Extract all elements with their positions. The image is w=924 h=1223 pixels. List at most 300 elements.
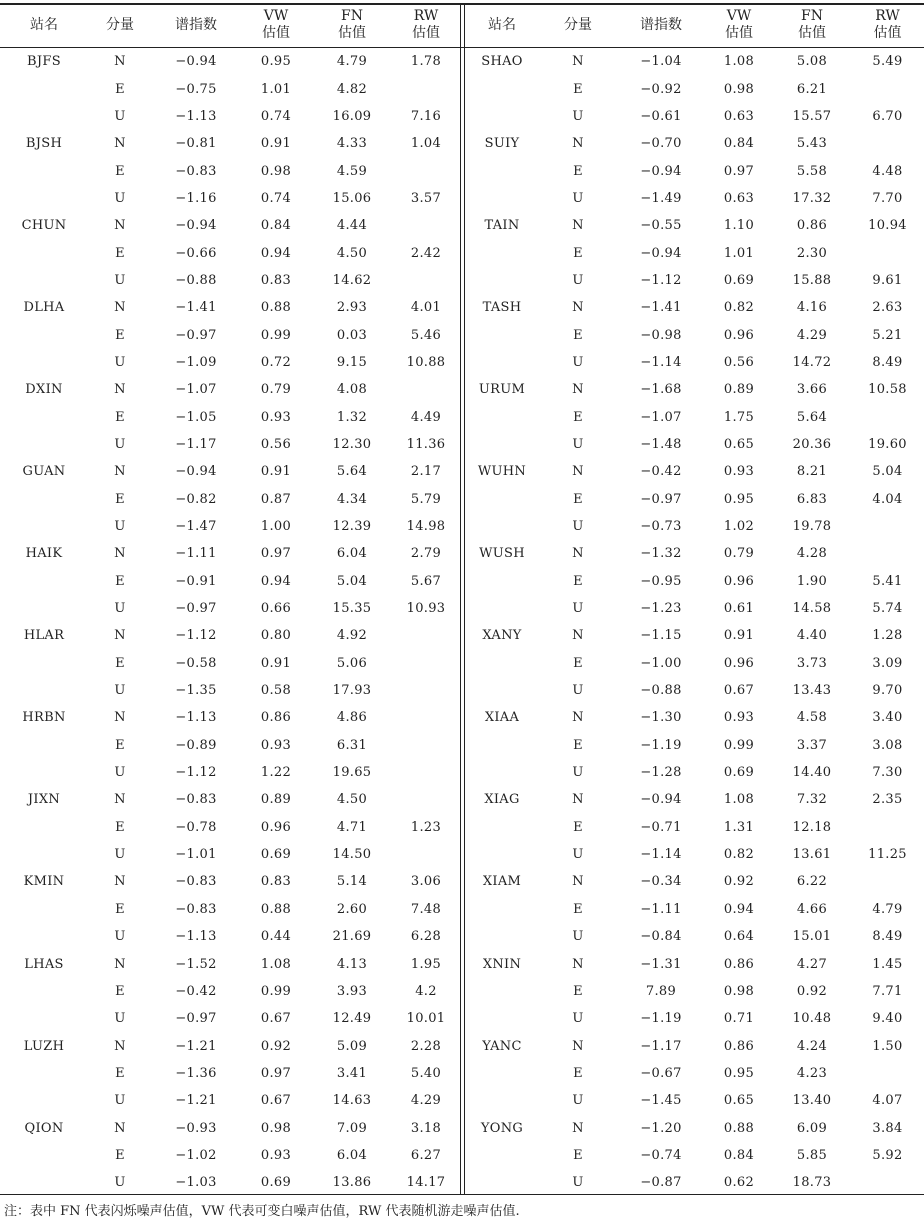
component-cell: E xyxy=(573,245,583,261)
spectral-index-cell: −1.21 xyxy=(175,1038,217,1054)
component-cell: E xyxy=(573,491,583,507)
component-cell: N xyxy=(572,136,584,152)
component-cell: U xyxy=(572,354,584,370)
vw-estimate-cell: 0.88 xyxy=(260,901,292,917)
rw-estimate-cell: 9.61 xyxy=(872,272,903,288)
spectral-index-cell: −0.87 xyxy=(640,1175,682,1191)
station-cell: XIAG xyxy=(484,792,520,808)
vw-estimate-cell: 0.89 xyxy=(260,792,292,808)
rw-estimate-cell: 1.50 xyxy=(872,1038,903,1054)
header-station xyxy=(0,17,88,34)
spectral-index-cell: −1.68 xyxy=(640,382,682,398)
vw-estimate-cell: 1.22 xyxy=(260,765,292,781)
rw-estimate-cell: 5.21 xyxy=(872,327,903,343)
rw-estimate-cell: 5.49 xyxy=(872,54,903,70)
vw-estimate-cell: 0.89 xyxy=(723,382,755,398)
spectral-index-cell: −0.75 xyxy=(175,81,217,97)
vw-estimate-cell: 0.94 xyxy=(260,245,292,261)
vw-estimate-cell: 0.86 xyxy=(723,1038,755,1054)
vw-estimate-cell: 0.79 xyxy=(723,546,755,562)
table-row xyxy=(0,1087,460,1114)
fn-estimate-cell: 0.03 xyxy=(336,327,368,343)
fn-estimate-cell: 4.82 xyxy=(336,81,368,97)
rw-estimate-cell: 5.41 xyxy=(872,573,903,589)
rw-estimate-cell: 4.29 xyxy=(410,1093,442,1109)
component-cell: N xyxy=(572,628,584,644)
spectral-index-cell: −0.94 xyxy=(640,245,682,261)
fn-estimate-cell: 12.39 xyxy=(332,519,372,535)
left-table-half xyxy=(0,3,460,1196)
station-cell: YANC xyxy=(482,1038,522,1054)
header-fn-estimate xyxy=(773,8,851,42)
vw-estimate-cell: 0.95 xyxy=(723,491,755,507)
rw-estimate-cell: 11.36 xyxy=(406,436,446,452)
fn-estimate-cell: 2.60 xyxy=(336,901,368,917)
rw-estimate-cell: 9.40 xyxy=(872,1011,903,1027)
fn-estimate-cell: 15.01 xyxy=(792,929,832,945)
spectral-index-cell: −0.66 xyxy=(175,245,217,261)
table-row xyxy=(465,622,924,649)
fn-estimate-cell: 19.78 xyxy=(792,519,832,535)
table-row xyxy=(0,540,460,567)
fn-estimate-cell: 0.86 xyxy=(796,218,828,234)
rw-estimate-cell: 1.78 xyxy=(410,54,442,70)
spectral-index-cell: −1.47 xyxy=(175,519,217,535)
vw-estimate-cell: 0.93 xyxy=(723,464,755,480)
spectral-index-cell: −1.48 xyxy=(640,436,682,452)
component-cell: U xyxy=(114,108,126,124)
rw-estimate-cell: 19.60 xyxy=(868,436,907,452)
fn-estimate-cell: 5.14 xyxy=(336,874,368,890)
component-cell: U xyxy=(114,436,126,452)
fn-estimate-cell: 3.41 xyxy=(336,1065,368,1081)
fn-estimate-cell: 5.85 xyxy=(796,1147,828,1163)
table-row xyxy=(0,923,460,950)
header-spectral-index xyxy=(617,17,705,34)
vw-estimate-cell: 0.61 xyxy=(723,601,755,617)
component-cell: N xyxy=(572,54,584,70)
table-row xyxy=(0,978,460,1005)
header-station-label: 站名 xyxy=(488,16,516,33)
table-row xyxy=(0,157,460,184)
table-row xyxy=(465,1087,924,1114)
header-fn-line2: 估值 xyxy=(798,25,826,41)
header-station-label: 站名 xyxy=(30,16,58,33)
spectral-index-cell: −1.01 xyxy=(175,847,217,863)
spectral-index-cell: 7.89 xyxy=(645,983,677,999)
fn-estimate-cell: 18.73 xyxy=(792,1175,832,1191)
fn-estimate-cell: 20.36 xyxy=(792,436,832,452)
table-row xyxy=(465,732,924,759)
rw-estimate-cell: 10.88 xyxy=(406,354,446,370)
table-row xyxy=(465,321,924,348)
fn-estimate-cell: 13.86 xyxy=(332,1175,372,1191)
fn-estimate-cell: 15.57 xyxy=(792,108,832,124)
vw-estimate-cell: 0.93 xyxy=(723,710,755,726)
spectral-index-cell: −0.95 xyxy=(640,573,682,589)
spectral-index-cell: −1.15 xyxy=(640,628,682,644)
table-row xyxy=(465,239,924,266)
vw-estimate-cell: 0.84 xyxy=(723,1147,755,1163)
vw-estimate-cell: 0.97 xyxy=(260,546,292,562)
component-cell: N xyxy=(114,628,126,644)
component-cell: N xyxy=(114,1038,126,1054)
table-footnote: 注：表中 FN 代表闪烁噪声估值，VW 代表可变白噪声估值，RW 代表随机游走噪声估值. xyxy=(4,1204,520,1219)
fn-estimate-cell: 4.33 xyxy=(336,136,368,152)
component-cell: N xyxy=(572,1038,584,1054)
spectral-index-cell: −0.78 xyxy=(175,819,217,835)
spectral-index-cell: −0.97 xyxy=(175,601,217,617)
station-cell: XANY xyxy=(482,628,522,644)
vw-estimate-cell: 0.93 xyxy=(260,1147,292,1163)
spectral-index-cell: −1.09 xyxy=(175,354,217,370)
double-divider-left-line xyxy=(460,3,461,1195)
rw-estimate-cell: 3.08 xyxy=(872,737,903,753)
table-row xyxy=(465,349,924,376)
fn-estimate-cell: 14.62 xyxy=(332,272,372,288)
fn-estimate-cell: 12.49 xyxy=(332,1011,372,1027)
fn-estimate-cell: 6.04 xyxy=(336,1147,368,1163)
header-fn-line1: FN xyxy=(801,8,823,24)
table-row xyxy=(465,185,924,212)
header-rw-line2: 估值 xyxy=(873,25,902,41)
vw-estimate-cell: 0.44 xyxy=(260,929,292,945)
spectral-index-cell: −0.94 xyxy=(175,54,217,70)
spectral-index-cell: −0.58 xyxy=(175,655,217,671)
vw-estimate-cell: 0.95 xyxy=(260,54,292,70)
component-cell: E xyxy=(573,81,583,97)
vw-estimate-cell: 0.94 xyxy=(260,573,292,589)
fn-estimate-cell: 7.32 xyxy=(796,792,828,808)
spectral-index-cell: −0.67 xyxy=(640,1065,682,1081)
spectral-index-cell: −0.98 xyxy=(640,327,682,343)
header-vw-line1: VW xyxy=(726,8,752,24)
station-cell: TASH xyxy=(482,300,522,316)
fn-estimate-cell: 6.22 xyxy=(796,874,828,890)
table-row xyxy=(0,1060,460,1087)
header-component-label: 分量 xyxy=(564,16,592,33)
vw-estimate-cell: 0.87 xyxy=(260,491,292,507)
fn-estimate-cell: 15.35 xyxy=(332,601,372,617)
component-cell: N xyxy=(114,218,126,234)
spectral-index-cell: −1.41 xyxy=(175,300,217,316)
vw-estimate-cell: 1.31 xyxy=(723,819,755,835)
fn-estimate-cell: 1.32 xyxy=(336,409,368,425)
component-cell: U xyxy=(114,354,126,370)
component-cell: U xyxy=(572,519,584,535)
header-vw-estimate xyxy=(705,8,773,42)
fn-estimate-cell: 13.61 xyxy=(792,847,832,863)
spectral-index-cell: −0.83 xyxy=(175,792,217,808)
spectral-index-cell: −1.03 xyxy=(175,1175,217,1191)
rw-estimate-cell: 7.71 xyxy=(872,983,903,999)
vw-estimate-cell: 0.88 xyxy=(260,300,292,316)
rw-estimate-cell: 8.49 xyxy=(872,354,903,370)
table-row xyxy=(0,1169,460,1196)
table-row xyxy=(0,868,460,895)
fn-estimate-cell: 14.40 xyxy=(792,765,832,781)
spectral-index-cell: −0.94 xyxy=(175,218,217,234)
table-row xyxy=(0,1142,460,1169)
spectral-index-cell: −1.21 xyxy=(175,1093,217,1109)
component-cell: U xyxy=(114,1011,126,1027)
fn-estimate-cell: 5.43 xyxy=(796,136,828,152)
table-row xyxy=(465,650,924,677)
spectral-index-cell: −1.14 xyxy=(640,847,682,863)
vw-estimate-cell: 0.99 xyxy=(260,327,292,343)
spectral-index-cell: −1.17 xyxy=(175,436,217,452)
left-header-row xyxy=(0,3,460,47)
component-cell: E xyxy=(573,819,583,835)
spectral-index-cell: −1.17 xyxy=(640,1038,682,1054)
station-cell: QION xyxy=(24,1120,64,1136)
table-row xyxy=(0,403,460,430)
header-rw-line1: RW xyxy=(875,8,900,24)
station-cell: KMIN xyxy=(23,874,65,890)
spectral-index-cell: −1.00 xyxy=(640,655,682,671)
vw-estimate-cell: 0.69 xyxy=(723,272,755,288)
spectral-index-cell: −1.31 xyxy=(640,956,682,972)
component-cell: U xyxy=(114,847,126,863)
table-row xyxy=(465,486,924,513)
fn-estimate-cell: 4.79 xyxy=(336,54,368,70)
station-cell: YONG xyxy=(480,1120,524,1136)
rw-estimate-cell: 5.40 xyxy=(410,1065,442,1081)
vw-estimate-cell: 0.98 xyxy=(260,1120,292,1136)
spectral-index-cell: −0.92 xyxy=(640,81,682,97)
rw-estimate-cell: 7.70 xyxy=(872,190,903,206)
table-row xyxy=(465,294,924,321)
component-cell: N xyxy=(114,956,126,972)
header-fn-line1: FN xyxy=(341,8,363,24)
table-row xyxy=(0,349,460,376)
component-cell: N xyxy=(114,136,126,152)
table-row xyxy=(0,185,460,212)
component-cell: N xyxy=(572,1120,584,1136)
rw-estimate-cell: 14.98 xyxy=(406,519,446,535)
table-row xyxy=(0,950,460,977)
table-row xyxy=(465,759,924,786)
component-cell: E xyxy=(573,163,583,179)
fn-estimate-cell: 4.71 xyxy=(336,819,368,835)
vw-estimate-cell: 0.92 xyxy=(723,874,755,890)
fn-estimate-cell: 4.08 xyxy=(336,382,368,398)
table-row xyxy=(465,704,924,731)
component-cell: N xyxy=(572,464,584,480)
rw-estimate-cell: 3.18 xyxy=(410,1120,442,1136)
component-cell: E xyxy=(115,327,125,343)
component-cell: E xyxy=(115,163,125,179)
fn-estimate-cell: 2.93 xyxy=(336,300,368,316)
table-row xyxy=(0,896,460,923)
vw-estimate-cell: 1.00 xyxy=(260,519,292,535)
component-cell: N xyxy=(572,956,584,972)
vw-estimate-cell: 0.69 xyxy=(260,847,292,863)
vw-estimate-cell: 0.84 xyxy=(260,218,292,234)
spectral-index-cell: −0.42 xyxy=(640,464,682,480)
spectral-index-cell: −1.52 xyxy=(175,956,217,972)
rw-estimate-cell: 2.42 xyxy=(410,245,442,261)
spectral-index-cell: −0.94 xyxy=(640,163,682,179)
station-cell: LUZH xyxy=(23,1038,65,1054)
header-vw-estimate xyxy=(240,8,312,42)
fn-estimate-cell: 0.92 xyxy=(796,983,828,999)
table-row xyxy=(0,677,460,704)
table-row xyxy=(0,267,460,294)
header-rw-estimate xyxy=(392,8,460,42)
spectral-index-cell: −0.34 xyxy=(640,874,682,890)
spectral-index-cell: −0.70 xyxy=(640,136,682,152)
vw-estimate-cell: 0.67 xyxy=(723,683,755,699)
component-cell: U xyxy=(114,929,126,945)
component-cell: U xyxy=(572,436,584,452)
component-cell: N xyxy=(114,54,126,70)
component-cell: U xyxy=(572,683,584,699)
spectral-index-cell: −0.71 xyxy=(640,819,682,835)
fn-estimate-cell: 9.15 xyxy=(336,354,368,370)
right-table-half xyxy=(465,3,924,1196)
component-cell: N xyxy=(114,792,126,808)
vw-estimate-cell: 0.82 xyxy=(723,847,755,863)
header-fn-line2: 估值 xyxy=(338,25,366,41)
spectral-index-cell: −0.73 xyxy=(640,519,682,535)
table-row xyxy=(465,1060,924,1087)
fn-estimate-cell: 5.09 xyxy=(336,1038,368,1054)
spectral-index-cell: −1.41 xyxy=(640,300,682,316)
left-table-body xyxy=(0,48,460,1196)
station-cell: URUM xyxy=(478,382,526,398)
table-row xyxy=(0,130,460,157)
fn-estimate-cell: 1.90 xyxy=(796,573,828,589)
spectral-index-cell: −0.83 xyxy=(175,874,217,890)
table-row xyxy=(0,759,460,786)
spectral-index-cell: −1.28 xyxy=(640,765,682,781)
component-cell: U xyxy=(572,108,584,124)
rw-estimate-cell: 3.84 xyxy=(872,1120,903,1136)
spectral-index-cell: −1.05 xyxy=(175,409,217,425)
component-cell: N xyxy=(114,464,126,480)
spectral-index-cell: −0.91 xyxy=(175,573,217,589)
header-fn-estimate xyxy=(312,8,392,42)
vw-estimate-cell: 0.88 xyxy=(723,1120,755,1136)
rw-estimate-cell: 5.79 xyxy=(410,491,442,507)
vw-estimate-cell: 0.91 xyxy=(723,628,755,644)
station-cell: SHAO xyxy=(481,54,523,70)
spectral-index-cell: −0.61 xyxy=(640,108,682,124)
vw-estimate-cell: 0.80 xyxy=(260,628,292,644)
vw-estimate-cell: 0.96 xyxy=(723,655,755,671)
fn-estimate-cell: 6.04 xyxy=(336,546,368,562)
component-cell: E xyxy=(573,327,583,343)
vw-estimate-cell: 1.01 xyxy=(260,81,292,97)
fn-estimate-cell: 14.63 xyxy=(332,1093,372,1109)
spectral-index-cell: −1.36 xyxy=(175,1065,217,1081)
vw-estimate-cell: 0.79 xyxy=(260,382,292,398)
component-cell: E xyxy=(115,491,125,507)
table-row xyxy=(465,212,924,239)
component-cell: N xyxy=(572,710,584,726)
component-cell: U xyxy=(572,1093,584,1109)
component-cell: U xyxy=(114,1093,126,1109)
spectral-index-cell: −0.83 xyxy=(175,901,217,917)
rw-estimate-cell: 4.48 xyxy=(872,163,903,179)
vw-estimate-cell: 0.67 xyxy=(260,1093,292,1109)
rw-estimate-cell: 10.01 xyxy=(406,1011,446,1027)
spectral-index-cell: −1.13 xyxy=(175,929,217,945)
header-rw-line1: RW xyxy=(413,8,439,24)
table-row xyxy=(0,376,460,403)
table-row xyxy=(0,321,460,348)
component-cell: U xyxy=(114,765,126,781)
component-cell: U xyxy=(572,847,584,863)
table-row xyxy=(465,376,924,403)
component-cell: U xyxy=(572,1175,584,1191)
component-cell: E xyxy=(115,1065,125,1081)
fn-estimate-cell: 3.93 xyxy=(336,983,368,999)
fn-estimate-cell: 4.66 xyxy=(796,901,828,917)
table-row xyxy=(0,1114,460,1141)
fn-estimate-cell: 3.37 xyxy=(796,737,828,753)
spectral-index-cell: −1.02 xyxy=(175,1147,217,1163)
header-component xyxy=(539,17,617,34)
vw-estimate-cell: 0.65 xyxy=(723,436,755,452)
component-cell: E xyxy=(115,81,125,97)
header-component xyxy=(88,17,152,34)
fn-estimate-cell: 21.69 xyxy=(332,929,372,945)
vw-estimate-cell: 0.56 xyxy=(723,354,755,370)
component-cell: N xyxy=(114,874,126,890)
spectral-index-cell: −0.94 xyxy=(175,464,217,480)
fn-estimate-cell: 13.40 xyxy=(792,1093,832,1109)
rw-estimate-cell: 10.93 xyxy=(406,601,446,617)
vw-estimate-cell: 0.86 xyxy=(260,710,292,726)
rw-estimate-cell: 7.16 xyxy=(410,108,442,124)
fn-estimate-cell: 4.86 xyxy=(336,710,368,726)
table-row xyxy=(465,1032,924,1059)
vw-estimate-cell: 0.71 xyxy=(723,1011,755,1027)
vw-estimate-cell: 0.63 xyxy=(723,108,755,124)
component-cell: E xyxy=(115,1147,125,1163)
vw-estimate-cell: 0.98 xyxy=(260,163,292,179)
spectral-index-cell: −0.42 xyxy=(175,983,217,999)
table-row xyxy=(465,786,924,813)
vw-estimate-cell: 0.93 xyxy=(260,409,292,425)
spectral-index-cell: −1.19 xyxy=(640,1011,682,1027)
component-cell: E xyxy=(115,409,125,425)
fn-estimate-cell: 16.09 xyxy=(332,108,372,124)
rw-estimate-cell: 4.01 xyxy=(410,300,442,316)
table-row xyxy=(465,103,924,130)
vw-estimate-cell: 0.96 xyxy=(260,819,292,835)
component-cell: U xyxy=(114,1175,126,1191)
rw-estimate-cell: 3.09 xyxy=(872,655,903,671)
component-cell: E xyxy=(573,655,583,671)
vw-estimate-cell: 0.62 xyxy=(723,1175,755,1191)
spectral-index-cell: −0.55 xyxy=(640,218,682,234)
rw-estimate-cell: 14.17 xyxy=(406,1175,446,1191)
table-row xyxy=(0,48,460,75)
component-cell: U xyxy=(114,683,126,699)
table-row xyxy=(0,841,460,868)
table-row xyxy=(0,595,460,622)
table-row xyxy=(0,486,460,513)
component-cell: U xyxy=(114,272,126,288)
rw-estimate-cell: 2.35 xyxy=(872,792,903,808)
fn-estimate-cell: 14.50 xyxy=(332,847,372,863)
spectral-index-cell: −1.23 xyxy=(640,601,682,617)
vw-estimate-cell: 1.02 xyxy=(723,519,755,535)
header-spectral-index xyxy=(152,17,240,34)
